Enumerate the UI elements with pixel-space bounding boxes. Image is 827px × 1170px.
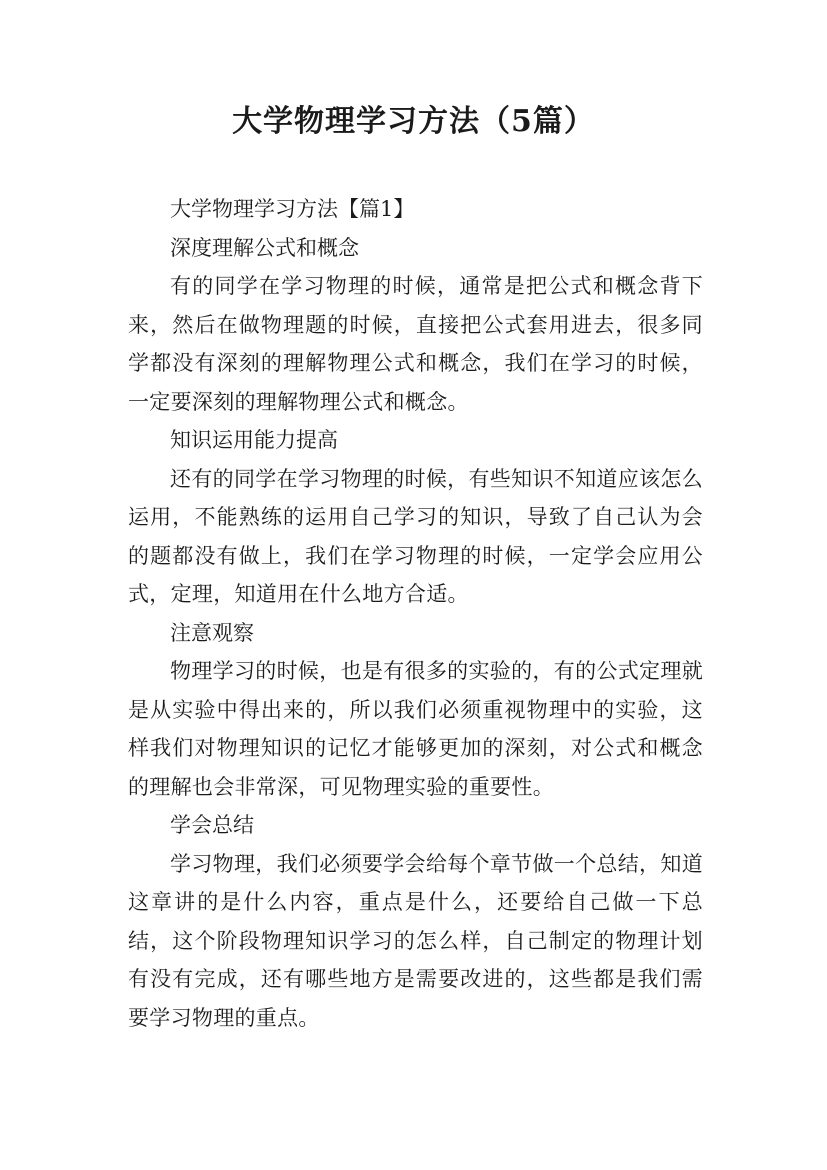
section-paragraph: 还有的同学在学习物理的时候，有些知识不知道应该怎么运用，不能熟练的运用自己学习的知识，导致了自己认为会的题都没有做上，我们在学习物理的时候，一定学会应用公式，定理，知道用在什么地方合适。 [128,466,703,606]
document-body [128,190,703,1037]
section-heading: 知识运用能力提高 [170,428,338,452]
section-heading: 注意观察 [170,620,254,645]
section-heading: 学会总结 [170,813,254,837]
section-heading: 深度理解公式和概念 [170,235,359,260]
part-label: 大学物理学习方法【篇1】 [170,197,415,221]
section-paragraph: 学习物理，我们必须要学会给每个章节做一个总结，知道这章讲的是什么内容，重点是什么，还要给自己做一下总结，这个阶段物理知识学习的怎么样，自己制定的物理计划有没有完成，还有哪些地方是需要改进的，这些都是我们需要学习物理的重点。 [128,851,703,1030]
section-paragraph: 物理学习的时候，也是有很多的实验的，有的公式定理就是从实验中得出来的，所以我们必须重视物理中的实验，这样我们对物理知识的记忆才能够更加的深刻，对公式和概念的理解也会非常深，可见物理实验的重要性。 [128,659,703,799]
section-paragraph: 有的同学在学习物理的时候，通常是把公式和概念背下来，然后在做物理题的时候，直接把公式套用进去，很多同学都没有深刻的理解物理公式和概念，我们在学习的时候，一定要深刻的理解物理公式和概念。 [128,274,703,414]
document-title: 大学物理学习方法（5篇） [232,104,595,139]
